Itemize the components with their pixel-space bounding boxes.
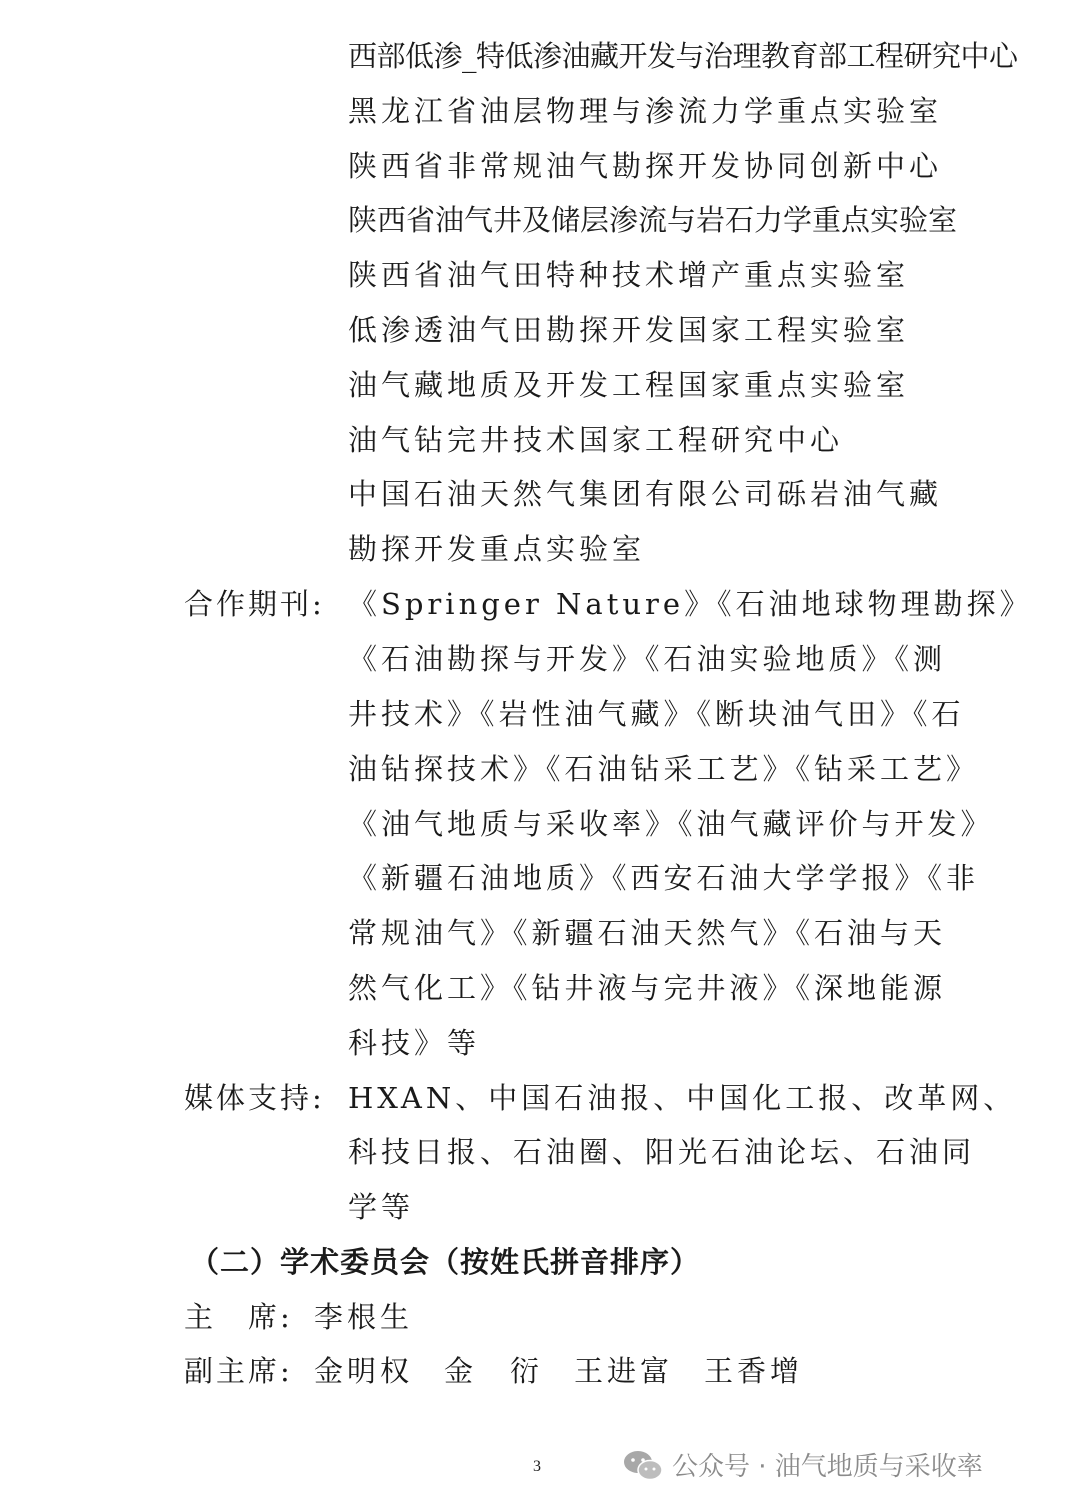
lab-line: 西部低渗_特低渗油藏开发与治理教育部工程研究中心: [348, 39, 1018, 73]
journal-line: 井技术》《岩性油气藏》《断块油气田》《石: [348, 697, 965, 731]
journal-line: 《石油勘探与开发》《石油实验地质》《测: [348, 642, 947, 676]
vice-chair-name: 金 衍: [444, 1354, 544, 1388]
lab-line: 陕西省非常规油气勘探开发协同创新中心: [348, 149, 943, 183]
lab-line: 陕西省油气井及储层渗流与岩石力学重点实验室: [348, 203, 958, 237]
lab-line: 油气钻完井技术国家工程研究中心: [348, 423, 844, 457]
media-line: HXAN、中国石油报、中国化工报、改革网、: [348, 1081, 1017, 1115]
watermark: [622, 1446, 983, 1483]
chair-label: 主 席:: [184, 1300, 293, 1334]
lab-line: 中国石油天然气集团有限公司砾岩油气藏: [348, 477, 943, 511]
media-line: 学等: [348, 1190, 415, 1224]
wechat-icon: [622, 1448, 664, 1482]
journal-line: 《Springer Nature》《石油地球物理勘探》: [348, 587, 1033, 621]
journals-label: 合作期刊:: [184, 587, 325, 621]
vice-chair-name: 王进富: [574, 1354, 674, 1388]
watermark-text: 公众号 · 油气地质与采收率: [672, 1452, 983, 1482]
journal-line: 科技》等: [348, 1026, 481, 1060]
journal-line: 常规油气》《新疆石油天然气》《石油与天: [348, 916, 947, 950]
lab-line: 陕西省油气田特种技术增产重点实验室: [348, 258, 910, 292]
lab-line: 勘探开发重点实验室: [348, 532, 646, 566]
vice-chair-name: 王香增: [704, 1354, 804, 1388]
vice-chair-label: 副主席:: [184, 1354, 293, 1388]
vice-chair-name: 金明权: [314, 1354, 414, 1388]
journal-line: 油钻探技术》《石油钻采工艺》《钻采工艺》: [348, 752, 980, 786]
media-line: 科技日报、石油圈、阳光石油论坛、石油同: [348, 1135, 976, 1169]
committee-heading: （二）学术委员会（按姓氏拼音排序）: [190, 1245, 701, 1279]
lab-line: 低渗透油气田勘探开发国家工程实验室: [348, 313, 910, 347]
media-label: 媒体支持:: [184, 1081, 325, 1115]
journal-line: 然气化工》《钻井液与完井液》《深地能源: [348, 971, 947, 1005]
page-number: 3: [533, 1458, 541, 1475]
lab-line: 黑龙江省油层物理与渗流力学重点实验室: [348, 94, 943, 128]
chair-name: 李根生: [314, 1300, 414, 1334]
lab-line: 油气藏地质及开发工程国家重点实验室: [348, 368, 910, 402]
journal-line: 《油气地质与采收率》《油气藏评价与开发》: [348, 807, 994, 841]
journal-line: 《新疆石油地质》《西安石油大学学报》《非: [348, 861, 980, 895]
